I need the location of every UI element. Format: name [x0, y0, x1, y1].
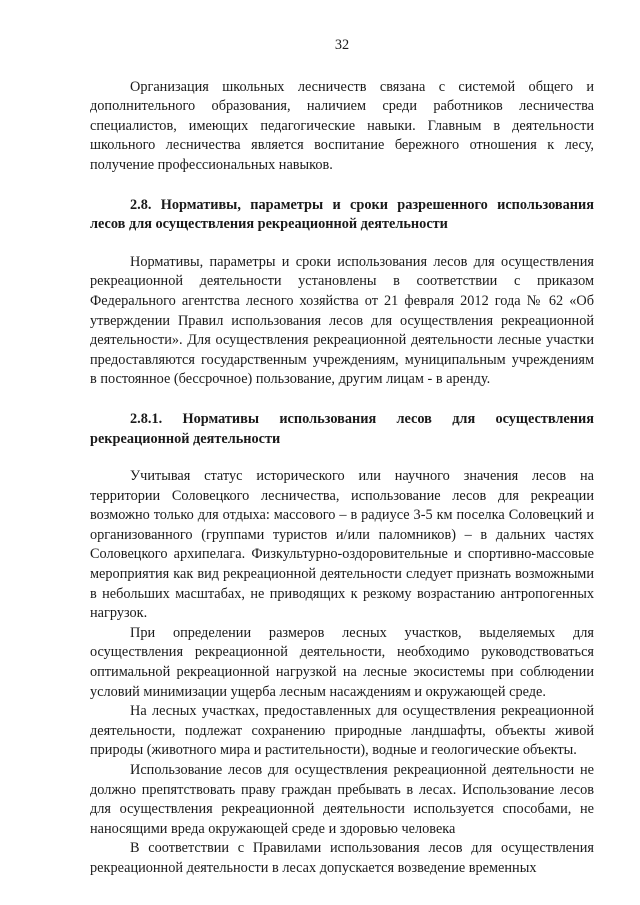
section-heading-2-8: 2.8. Нормативы, параметры и сроки разрешенного использования лесов для осуществления рекреационной деятельности — [90, 196, 594, 233]
paragraph-2-8-1-a: Учитывая статус исторического или научного значения лесов на территории Соловецкого лесничества, использование лесов для рекреации возможно только для отдыха: массового – в радиусе 3-5 км поселка Соловецкий и организованного (группами туристов и/или паломников) – в дальних частях Соловецкого архипелага. Физкультурно-оздоровительные и спортивно-массовые мероприятия как вид рекреационной деятельности следует признать возможными в небольших масштабах, не приводящих к резкому возрастанию антропогенных нагрузок. — [90, 468, 594, 622]
section-heading-2-8-1: 2.8.1. Нормативы использования лесов для осуществления рекреационной деятельности — [90, 410, 594, 447]
paragraph-intro: Организация школьных лесничеств связана с системой общего и дополнительного образования, наличием среди работников лесничества специалистов, имеющих педагогические навыки. Главным в деятельности школьного лесничества является воспитание бережного отношения к лесу, получение профессиональных навыков. — [90, 78, 594, 173]
paragraph-2-8-1-b: При определении размеров лесных участков, выделяемых для осуществления рекреационной деятельности, необходимо руководствоваться оптимальной рекреационной нагрузкой на лесные экосистемы при соблюдении условий минимизации ущерба лесным насаждениям и окружающей среде. — [90, 624, 594, 700]
paragraph-2-8-1-c: На лесных участках, предоставленных для осуществления рекреационной деятельности, подлежат сохранению природные ландшафты, объекты живой природы (животного мира и растительности), водные и геологические объекты. — [90, 703, 594, 759]
paragraph-2-8-1: Нормативы, параметры и сроки использования лесов для осуществления рекреационной деятельности установлены в соответствии с приказом Федерального агентства лесного хозяйства от 21 февраля 2012 года № 62 «Об утверждении Правил использования лесов для осуществления рекреационной деятельности». Для осуществления рекреационной деятельности лесные участки предоставляются государственным учреждениям, муниципальным учреждениям в постоянное (бессрочное) пользование, другим лицам - в аренду. — [90, 253, 594, 388]
page-number: 32 — [334, 37, 350, 53]
paragraph-2-8-1-d: Использование лесов для осуществления рекреационной деятельности не должно препятствовать праву граждан пребывать в лесах. Использование лесов для осуществления рекреационной деятельности используется способами, не наносящими вреда окружающей среде и здоровью человека — [90, 762, 594, 837]
paragraph-2-8-1-e: В соответствии с Правилами использования лесов для осуществления рекреационной деятельности в лесах допускается возведение временных — [90, 840, 594, 876]
